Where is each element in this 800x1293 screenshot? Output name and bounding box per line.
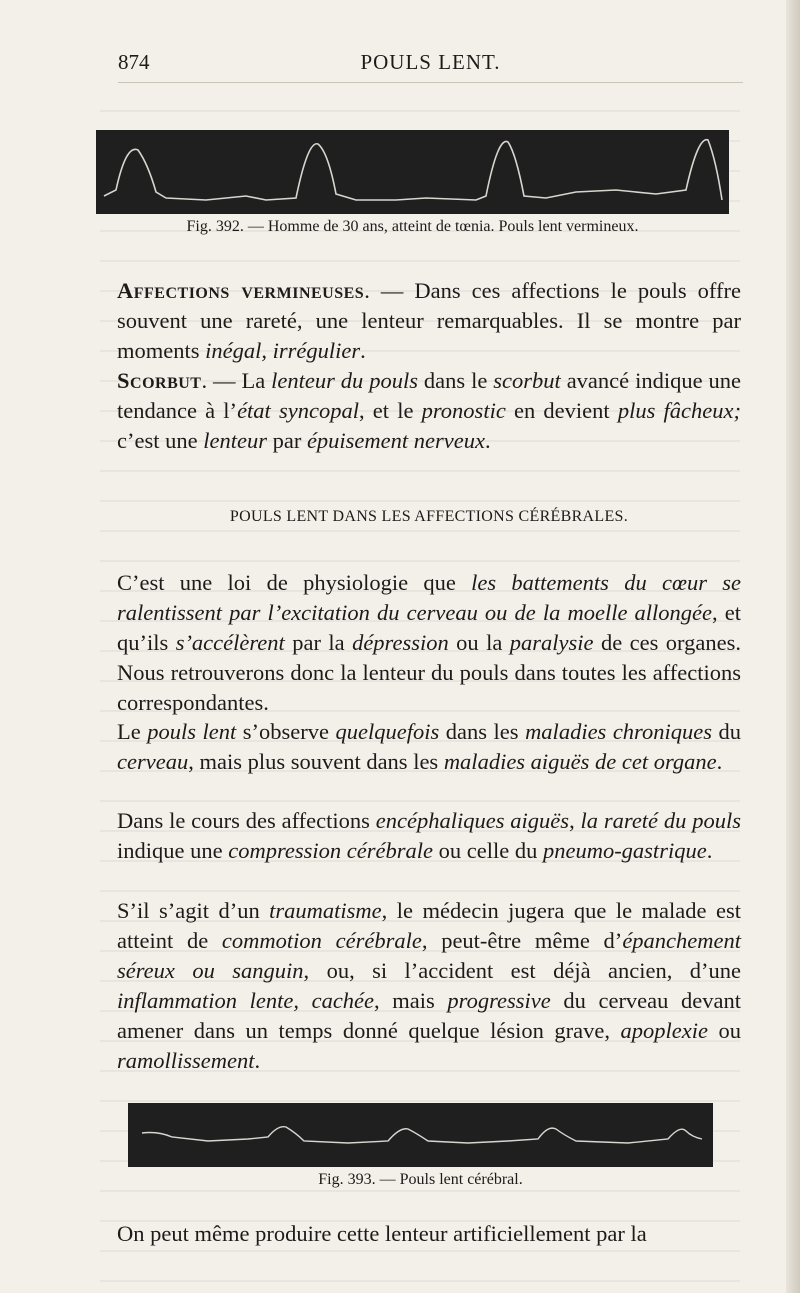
text-run: en devient bbox=[505, 398, 618, 423]
text-run: ou bbox=[707, 1018, 741, 1043]
paragraph-traumatisme bbox=[117, 896, 741, 1076]
italic-run: épuisement nerveux bbox=[306, 428, 485, 453]
paragraph-text bbox=[117, 717, 741, 777]
header-rule bbox=[118, 82, 743, 83]
italic-run: commotion cérébrale bbox=[221, 928, 422, 953]
italic-run: pronostic bbox=[421, 398, 506, 423]
text-run: Dans le cours des affections bbox=[117, 808, 376, 833]
italic-run: maladies chroniques bbox=[525, 719, 712, 744]
text-run: par bbox=[266, 428, 307, 453]
text-run: . bbox=[716, 749, 723, 774]
pulse-waveform-392 bbox=[96, 130, 729, 214]
italic-run: paralysie bbox=[509, 630, 594, 655]
text-run: indique une bbox=[117, 838, 229, 863]
italic-run: plus fâcheux; bbox=[617, 398, 741, 423]
italic-run: compression cérébrale bbox=[228, 838, 433, 863]
running-title: POULS LENT. bbox=[360, 50, 501, 74]
text-run: , mais bbox=[374, 988, 448, 1013]
text-run: ou la bbox=[448, 630, 510, 655]
running-header bbox=[118, 50, 743, 80]
text-run: , le médecin jugera que le malade est atteint de bbox=[117, 898, 741, 953]
italic-run: scorbut bbox=[493, 368, 561, 393]
page-number: 874 bbox=[118, 50, 150, 74]
text-run: s’observe bbox=[236, 719, 336, 744]
text-run: du cerveau devant amener dans un temps donné quelque lésion grave, bbox=[117, 988, 741, 1043]
italic-run: traumatisme bbox=[269, 898, 382, 923]
text-run: . bbox=[484, 428, 491, 453]
text-run: , et le bbox=[358, 398, 422, 423]
paragraph-physiologie bbox=[117, 568, 741, 718]
page-edge bbox=[786, 0, 800, 1293]
text-run: . bbox=[360, 338, 366, 363]
paragraph-text bbox=[117, 568, 741, 718]
paragraph-text bbox=[117, 276, 741, 366]
italic-run: dépression bbox=[352, 630, 449, 655]
text-run: de ces organes. Nous retrouverons donc la lenteur du pouls dans toutes les affections correspondantes. bbox=[117, 630, 741, 715]
italic-run: encéphaliques aiguës bbox=[375, 808, 570, 833]
text-run: c’est une bbox=[117, 428, 204, 453]
text-run: . — Dans ces affections le pouls offre souvent une rareté, une lenteur remarquables. Il se montre par moments bbox=[117, 278, 741, 363]
italic-run: cerveau bbox=[117, 749, 189, 774]
text-run: dans le bbox=[417, 368, 494, 393]
text-run: , bbox=[569, 808, 581, 833]
paragraph-text bbox=[117, 896, 741, 1076]
italic-run: ramollissement bbox=[117, 1048, 255, 1073]
italic-run: inégal, irrégulier bbox=[205, 338, 361, 363]
text-run: , et qu’ils bbox=[117, 600, 741, 655]
run-in-heading: Affections vermineuses bbox=[117, 278, 365, 303]
italic-run: apoplexie bbox=[620, 1018, 708, 1043]
text-run: avancé indique une tendance à l’ bbox=[117, 368, 741, 423]
paragraph-text bbox=[117, 366, 741, 456]
italic-run: épanchement séreux ou sanguin bbox=[117, 928, 742, 983]
text-run: . bbox=[254, 1048, 261, 1073]
paragraph-text bbox=[117, 1219, 741, 1249]
text-run: Le bbox=[117, 719, 148, 744]
italic-run: s’accélèrent bbox=[175, 630, 285, 655]
italic-run: pouls lent bbox=[147, 719, 237, 744]
italic-run: état syncopal bbox=[237, 398, 359, 423]
italic-run: maladies aiguës de cet organe bbox=[443, 749, 717, 774]
italic-run: pneumo-gastrique bbox=[542, 838, 707, 863]
text-run: S’il s’agit d’un bbox=[117, 898, 270, 923]
text-run: . — La bbox=[201, 368, 272, 393]
paragraph-vermineuses bbox=[117, 276, 741, 366]
italic-run: lenteur bbox=[203, 428, 267, 453]
text-run: par la bbox=[284, 630, 353, 655]
text-run: C’est une loi de physiologie que bbox=[117, 570, 472, 595]
figure-caption: Fig. 393. — Pouls lent cérébral. bbox=[318, 1171, 523, 1188]
italic-run: quelquefois bbox=[335, 719, 440, 744]
italic-run: lenteur du pouls bbox=[271, 368, 418, 393]
pulse-tracing-figure-393 bbox=[128, 1103, 713, 1167]
text-run: dans les bbox=[439, 719, 526, 744]
italic-run: progressive bbox=[447, 988, 551, 1013]
italic-run: la rareté du pouls bbox=[580, 808, 742, 833]
section-heading: POULS LENT DANS LES AFFECTIONS CÉRÉBRALES. bbox=[229, 508, 629, 525]
pulse-waveform-393 bbox=[128, 1103, 713, 1167]
text-run: ou celle du bbox=[432, 838, 543, 863]
paragraph-pouls-lent bbox=[117, 717, 741, 777]
paragraph-continuation bbox=[117, 1219, 741, 1249]
text-run: . bbox=[706, 838, 713, 863]
text-run: du bbox=[711, 719, 741, 744]
italic-run: inflammation lente, cachée bbox=[117, 988, 375, 1013]
text-run: On peut même produire cette lenteur artificiellement par la bbox=[117, 1221, 647, 1246]
text-run: , peut-être même d’ bbox=[421, 928, 623, 953]
pulse-tracing-figure-392 bbox=[96, 130, 729, 214]
paragraph-scorbut bbox=[117, 366, 741, 456]
text-run: , mais plus souvent dans les bbox=[188, 749, 444, 774]
paragraph-text bbox=[117, 806, 741, 866]
italic-run: les battements du cœur se ralentissent par l’excitation du cerveau ou de la moelle allongée bbox=[117, 570, 742, 625]
figure-caption: Fig. 392. — Homme de 30 ans, atteint de tœnia. Pouls lent vermineux. bbox=[186, 218, 639, 235]
run-in-heading: Scorbut bbox=[117, 368, 202, 393]
text-run: , ou, si l’accident est déjà ancien, d’une bbox=[303, 958, 742, 983]
paragraph-encephaliques bbox=[117, 806, 741, 866]
